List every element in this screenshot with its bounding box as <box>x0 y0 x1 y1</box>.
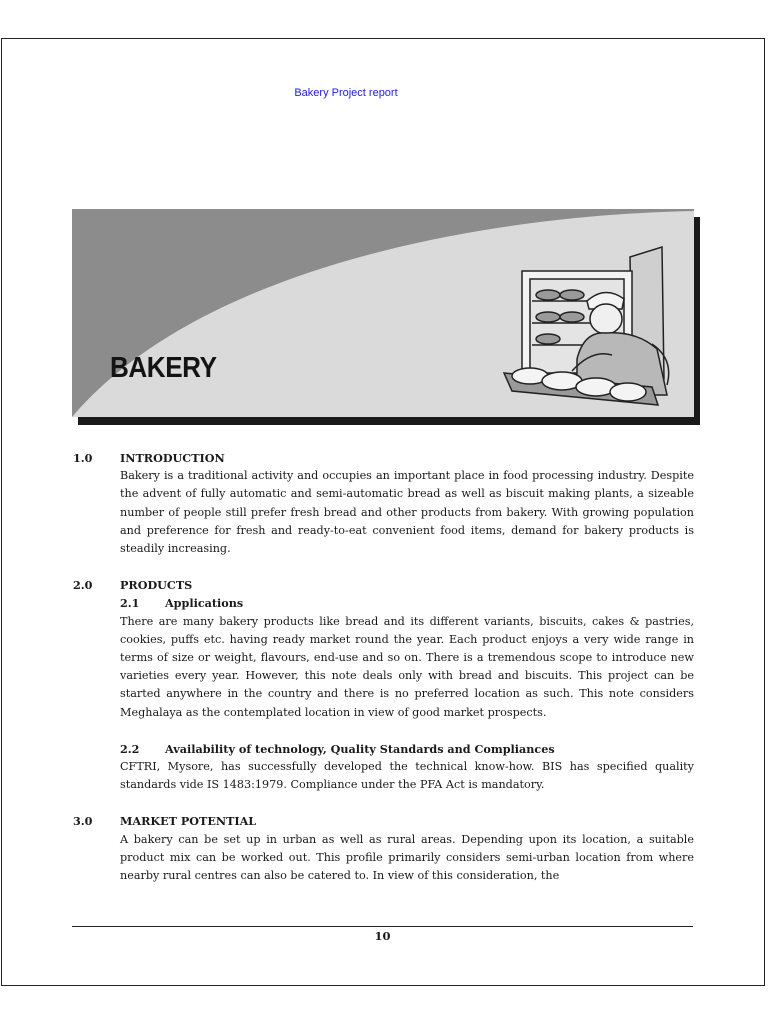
baker-illustration <box>504 247 669 405</box>
page-number: 10 <box>374 929 391 943</box>
section-introduction <box>73 449 694 558</box>
subsection-title: Applications <box>165 596 244 611</box>
section-title: INTRODUCTION <box>120 451 225 465</box>
subsection-title: Availability of technology, Quality Standards and Compliances <box>165 741 555 756</box>
subsection-heading <box>73 740 694 758</box>
section-market-potential <box>73 812 694 885</box>
subsection-number: 2.1 <box>120 596 140 611</box>
section-heading <box>73 812 694 830</box>
section-title: PRODUCTS <box>120 578 193 593</box>
section-title: MARKET POTENTIAL <box>120 814 257 829</box>
section-heading <box>73 576 694 594</box>
section-heading <box>73 449 694 467</box>
footer-divider <box>72 926 693 927</box>
section-products <box>73 576 694 794</box>
section-number: 3.0 <box>73 814 93 829</box>
banner-graphic <box>72 209 700 425</box>
section-number: 2.0 <box>73 578 93 593</box>
paragraph: Bakery is a traditional activity and occupies an important place in food processing industry. Despite the advent of fully automatic and semi-automatic bread as well as biscuit making plants, a sizeable number of people still prefer fresh bread and other products from bakery. With growing population and preference for fresh and ready-to-eat convenient food items, demand for bakery products is steadily increasing. <box>120 469 694 556</box>
subsection-number: 2.2 <box>120 741 140 756</box>
document-body <box>73 449 694 885</box>
report-title-header: Bakery Project report <box>294 87 398 99</box>
paragraph: CFTRI, Mysore, has successfully developed the technical know-how. BIS has specified quality standards vide IS 1483:1979. Compliance under the PFA Act is mandatory. <box>120 760 694 792</box>
banner-title: BAKERY <box>110 352 217 384</box>
bakery-banner <box>72 209 700 425</box>
paragraph: A bakery can be set up in urban as well as rural areas. Depending upon its location, a suitable product mix can be worked out. This profile primarily considers semi-urban location from where nearby rural centres can also be catered to. In view of this consideration, the <box>120 832 694 883</box>
paragraph: There are many bakery products like bread and its different variants, biscuits, cakes & pastries, cookies, puffs etc. having ready market round the year. Each product enjoys a very wide range in terms of size or weight, flavours, end-use and so on. There is a tremendous scope to introduce new varieties every year. However, this note deals only with bread and biscuits. This project can be started anywhere in the country and there is no preferred location as such. This note considers Meghalaya as the contemplated location in view of good market prospects. <box>120 614 694 719</box>
subsection-heading <box>73 594 694 612</box>
section-number: 1.0 <box>73 451 93 465</box>
